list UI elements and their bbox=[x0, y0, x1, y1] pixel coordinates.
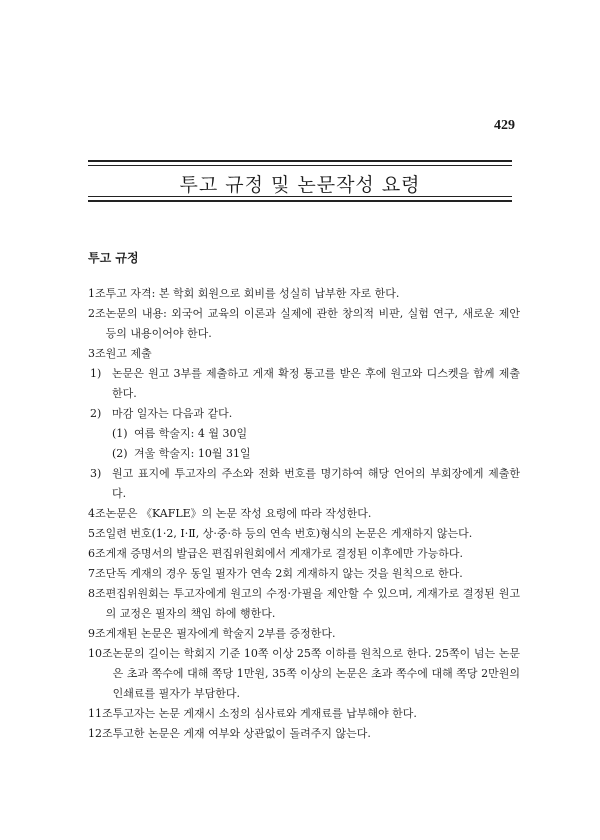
article-text: 원고 제출 bbox=[105, 347, 152, 360]
section-heading: 투고 규정 bbox=[88, 251, 139, 265]
article-2 bbox=[88, 304, 520, 344]
article-7 bbox=[88, 564, 520, 584]
article-number: 10조 bbox=[88, 647, 113, 660]
deadline-text: 여름 학술지: 4 월 30일 bbox=[134, 427, 248, 440]
page-number: 429 bbox=[494, 118, 515, 133]
article-text: 일련 번호(1·2, Ⅰ·Ⅱ, 상·중·하 등의 연속 번호)형식의 논문은 게재하지 않는다. bbox=[105, 527, 473, 540]
article-number: 11조 bbox=[88, 707, 113, 720]
article-6 bbox=[88, 544, 520, 564]
article-text: 투고자는 논문 게재시 소정의 심사료와 게재료를 납부해야 한다. bbox=[112, 707, 417, 720]
article-text: 게재 증명서의 발급은 편집위원회에서 게재가로 결정된 이후에만 가능하다. bbox=[105, 547, 464, 560]
article-number: 8조 bbox=[88, 587, 106, 600]
article-text: 단독 게재의 경우 동일 필자가 연속 2회 게재하지 않는 것을 원칙으로 한다. bbox=[105, 567, 463, 580]
article-number: 2조 bbox=[88, 307, 106, 320]
article-number: 1조 bbox=[88, 287, 106, 300]
article-9 bbox=[88, 624, 520, 644]
article-number: 9조 bbox=[88, 627, 106, 640]
deadline-number: (1) bbox=[112, 427, 128, 440]
article-3-item-3 bbox=[88, 464, 520, 504]
item-number: 2) bbox=[90, 407, 102, 420]
deadline-summer bbox=[88, 424, 520, 444]
article-number: 3조 bbox=[88, 347, 106, 360]
article-8 bbox=[88, 584, 520, 624]
item-number: 1) bbox=[90, 367, 102, 380]
deadline-winter bbox=[88, 444, 520, 464]
article-text: 논문은 《KAFLE》의 논문 작성 요령에 따라 작성한다. bbox=[105, 507, 372, 520]
article-12 bbox=[88, 724, 520, 744]
article-text: 논문의 길이는 학회지 기준 10쪽 이상 25쪽 이하를 원칙으로 한다. 25쪽이 넘는 논문은 초과 쪽수에 대해 쪽당 1만원, 35쪽 이상의 논문은 초과 쪽수에 대해 쪽당 2만원의 인쇄료를 필자가 부담한다. bbox=[112, 647, 520, 700]
item-text: 마감 일자는 다음과 같다. bbox=[112, 407, 233, 420]
article-4 bbox=[88, 504, 520, 524]
article-number: 5조 bbox=[88, 527, 106, 540]
article-5 bbox=[88, 524, 520, 544]
article-text: 투고한 논문은 게재 여부와 상관없이 돌려주지 않는다. bbox=[112, 727, 371, 740]
article-number: 7조 bbox=[88, 567, 106, 580]
article-11 bbox=[88, 704, 520, 724]
article-3 bbox=[88, 344, 520, 364]
title-rule-top bbox=[88, 160, 512, 166]
article-number: 4조 bbox=[88, 507, 106, 520]
title-rule-bottom bbox=[88, 196, 512, 202]
article-text: 게재된 논문은 필자에게 학술지 2부를 증정한다. bbox=[105, 627, 336, 640]
article-text: 편집위원회는 투고자에게 원고의 수정·가필을 제안할 수 있으며, 게재가로 결정된 원고의 교정은 필자의 책임 하에 행한다. bbox=[105, 587, 520, 620]
article-10 bbox=[88, 644, 520, 704]
article-1 bbox=[88, 284, 520, 304]
item-number: 3) bbox=[90, 467, 102, 480]
article-3-item-1 bbox=[88, 364, 520, 404]
deadline-text: 겨울 학술지: 10월 31일 bbox=[134, 447, 251, 460]
article-text: 논문의 내용: 외국어 교육의 이론과 실제에 관한 창의적 비판, 실험 연구, 새로운 제안 등의 내용이어야 한다. bbox=[105, 307, 520, 340]
item-text: 원고 표지에 투고자의 주소와 전화 번호를 명기하여 해당 언어의 부회장에게 제출한다. bbox=[112, 467, 520, 500]
article-3-item-2 bbox=[88, 404, 520, 424]
article-number: 6조 bbox=[88, 547, 106, 560]
page-title: 투고 규정 및 논문작성 요령 bbox=[179, 174, 421, 196]
deadline-number: (2) bbox=[112, 447, 128, 460]
regulations-body bbox=[88, 284, 520, 744]
item-text: 논문은 원고 3부를 제출하고 게재 확정 통고를 받은 후에 원고와 디스켓을 함께 제출한다. bbox=[112, 367, 520, 400]
article-text: 투고 자격: 본 학회 회원으로 회비를 성실히 납부한 자로 한다. bbox=[105, 287, 400, 300]
article-number: 12조 bbox=[88, 727, 113, 740]
